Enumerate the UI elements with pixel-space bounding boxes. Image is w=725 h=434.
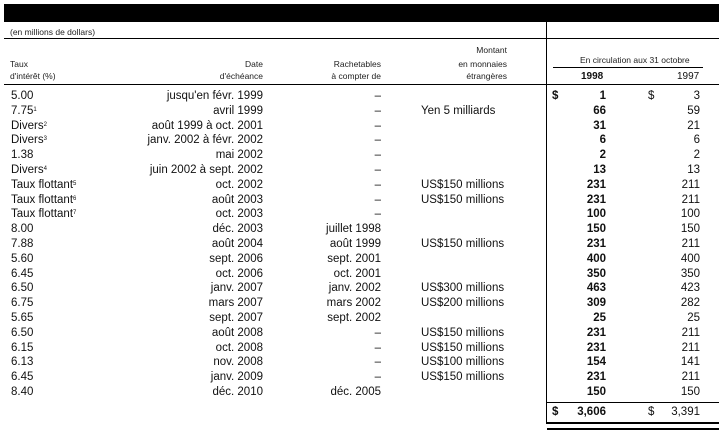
maturity-cell: avril 1999 — [213, 104, 263, 117]
footnote-marker: 2 — [43, 121, 47, 128]
table-row — [0, 267, 725, 282]
rate-text: Divers — [11, 164, 44, 176]
rate-text: 5.60 — [11, 252, 34, 265]
value-1997-cell: 13 — [687, 164, 700, 176]
callable-cell: déc. 2005 — [330, 386, 381, 398]
rate-text: 6.45 — [11, 371, 34, 384]
table-row — [0, 104, 725, 119]
table-row — [0, 281, 725, 296]
maturity-cell: janv. 2009 — [210, 371, 263, 384]
table-row — [0, 370, 725, 385]
rate-text: 6.50 — [11, 326, 34, 339]
value-1998-cell: 231 — [586, 341, 606, 354]
dollar-sign-1997: $ — [648, 90, 655, 102]
maturity-cell: juin 2002 à sept. 2002 — [149, 164, 263, 176]
foreign-amount-cell: US$150 millions — [421, 178, 505, 191]
table-row — [0, 119, 725, 134]
rate-cell — [11, 193, 76, 207]
rate-text: Divers — [11, 119, 44, 132]
callable-cell: – — [374, 119, 381, 132]
callable-cell: – — [374, 178, 381, 191]
rate-text: 6.45 — [11, 267, 34, 280]
dollar-sign-1998: $ — [552, 90, 559, 102]
maturity-cell: janv. 2002 à févr. 2002 — [147, 134, 263, 147]
rate-cell — [11, 237, 33, 251]
total-double-rule-2 — [547, 428, 719, 430]
maturity-cell: mars 2007 — [208, 297, 263, 310]
header-rule-bottom-right — [547, 84, 719, 85]
header-maturity-2: d'échéance — [219, 71, 263, 81]
rate-text: 6.13 — [11, 356, 34, 369]
value-1997-cell: 3 — [693, 90, 700, 102]
header-callable-2: à compter de — [331, 71, 381, 81]
table-row — [0, 89, 725, 104]
rate-text: 1.38 — [11, 149, 34, 162]
header-rule-right-top — [547, 38, 719, 39]
rate-cell — [11, 267, 33, 281]
value-1997-cell: 59 — [687, 104, 700, 117]
callable-cell: – — [374, 208, 381, 221]
maturity-cell: sept. 2007 — [209, 312, 263, 324]
header-year-1998: 1998 — [581, 71, 604, 82]
value-1998-cell: 231 — [586, 178, 606, 191]
value-1998-cell: 25 — [593, 312, 606, 324]
value-1997-cell: 282 — [680, 297, 700, 310]
table-row — [0, 311, 725, 326]
rate-text: 5.65 — [11, 312, 34, 324]
value-1998-cell: 66 — [593, 104, 606, 117]
value-1998-cell: 1 — [599, 90, 606, 102]
rate-cell — [11, 119, 47, 133]
value-1998-cell: 463 — [586, 282, 606, 295]
callable-cell: – — [374, 341, 381, 354]
value-1997-cell: 211 — [681, 178, 700, 191]
value-1998-cell: 100 — [586, 208, 606, 221]
foreign-amount-cell: US$150 millions — [421, 371, 505, 384]
rate-text: 8.40 — [11, 386, 34, 398]
outstanding-rule — [553, 67, 703, 68]
maturity-cell: sept. 2006 — [209, 252, 263, 265]
callable-cell: – — [374, 104, 381, 117]
table-row — [0, 163, 725, 178]
value-1998-cell: 231 — [586, 326, 606, 339]
footnote-marker: 1 — [33, 106, 37, 113]
rate-cell — [11, 385, 33, 399]
rate-text: 7.88 — [11, 238, 34, 250]
footnote-marker: 4 — [43, 166, 47, 172]
value-1997-cell: 350 — [680, 267, 700, 280]
rate-text: 5.00 — [11, 90, 34, 102]
rate-text: 8.00 — [11, 223, 34, 236]
value-1998-cell: 309 — [586, 297, 606, 310]
value-1997-cell: 141 — [680, 356, 700, 369]
foreign-amount-cell: US$150 millions — [421, 341, 505, 354]
value-1997-cell: 2 — [693, 149, 700, 162]
value-1997-cell: 100 — [680, 208, 700, 221]
rate-cell — [11, 133, 47, 147]
maturity-cell: août 1999 à oct. 2001 — [151, 119, 263, 132]
value-1997-cell: 400 — [680, 252, 700, 265]
rate-cell — [11, 163, 47, 177]
rate-cell — [11, 370, 33, 384]
rate-cell — [11, 252, 33, 266]
maturity-cell: oct. 2008 — [215, 341, 263, 354]
value-1997-cell: 211 — [681, 238, 700, 250]
table-row — [0, 252, 725, 267]
header-rate-1: Taux — [10, 59, 28, 69]
value-1997-cell: 211 — [681, 341, 700, 354]
header-foreign-3: étrangères — [466, 71, 507, 81]
rate-text: Taux flottant — [11, 193, 74, 206]
header-year-1997: 1997 — [677, 71, 700, 82]
foreign-amount-cell: US$150 millions — [421, 326, 505, 339]
value-1997-cell: 423 — [680, 282, 700, 295]
header-rate-2: d'intérêt (%) — [10, 71, 56, 81]
value-1997-cell: 211 — [681, 371, 700, 384]
total-rule-left — [547, 402, 719, 403]
footnote-marker: 5 — [73, 180, 77, 187]
maturity-cell: nov. 2008 — [213, 356, 263, 369]
foreign-amount-cell: US$200 millions — [421, 297, 505, 310]
rate-cell — [11, 281, 33, 295]
callable-cell: – — [374, 134, 381, 147]
rate-cell — [11, 178, 76, 192]
rate-cell — [11, 341, 33, 355]
rate-cell — [11, 311, 33, 325]
callable-cell: – — [374, 149, 381, 162]
header-foreign-1: Montant — [476, 45, 507, 55]
foreign-amount-cell: US$100 millions — [421, 356, 505, 369]
table-row — [0, 178, 725, 193]
value-1997-cell: 211 — [681, 193, 700, 206]
maturity-cell: août 2003 — [211, 193, 263, 206]
footnote-marker: 7 — [73, 210, 77, 217]
rate-cell — [11, 326, 33, 340]
rate-cell — [11, 89, 33, 103]
table-row — [0, 385, 725, 400]
callable-cell: – — [374, 326, 381, 339]
table-row — [0, 237, 725, 252]
value-1998-cell: 350 — [586, 267, 606, 280]
maturity-cell: janv. 2007 — [210, 282, 263, 295]
rate-cell — [11, 222, 33, 236]
value-1997-cell: 6 — [693, 134, 700, 147]
foreign-amount-cell: US$150 millions — [421, 238, 505, 250]
table-row — [0, 326, 725, 341]
rate-text: 6.50 — [11, 282, 34, 295]
callable-cell: – — [374, 164, 381, 176]
title-bar — [4, 4, 719, 22]
maturity-cell: août 2008 — [211, 326, 263, 339]
callable-cell: août 1999 — [329, 238, 381, 250]
rate-cell — [11, 104, 37, 118]
value-1997-cell: 150 — [680, 386, 700, 398]
value-1998-cell: 231 — [586, 371, 606, 384]
table-row — [0, 355, 725, 370]
table-row — [0, 148, 725, 163]
footnote-marker: 6 — [73, 195, 77, 202]
callable-cell: – — [374, 356, 381, 369]
total-dollar-1998: $ — [552, 406, 559, 418]
value-1998-cell: 13 — [593, 164, 606, 176]
value-1997-cell: 25 — [687, 312, 700, 324]
table-row — [0, 133, 725, 148]
table-row — [0, 193, 725, 208]
header-callable-1: Rachetables — [333, 59, 381, 69]
value-1997-cell: 150 — [680, 223, 700, 236]
rate-cell — [11, 355, 33, 369]
value-1998-cell: 2 — [599, 149, 606, 162]
value-1998-cell: 150 — [586, 223, 606, 236]
callable-cell: – — [374, 371, 381, 384]
callable-cell: mars 2002 — [326, 297, 381, 310]
rate-text: Taux flottant — [11, 208, 74, 221]
maturity-cell: jusqu'en févr. 1999 — [166, 90, 263, 102]
maturity-cell: déc. 2003 — [212, 223, 263, 236]
maturity-cell: oct. 2002 — [215, 178, 263, 191]
rate-text: 7.75 — [11, 104, 34, 117]
total-double-rule-1 — [547, 422, 719, 424]
foreign-amount-cell: US$300 millions — [421, 282, 505, 295]
maturity-cell: mai 2002 — [215, 149, 263, 162]
callable-cell: janv. 2002 — [328, 282, 381, 295]
total-value-1998: 3,606 — [577, 406, 606, 418]
callable-cell: sept. 2001 — [327, 252, 381, 265]
rate-text: 6.75 — [11, 297, 34, 310]
rate-cell — [11, 148, 33, 162]
value-1997-cell: 211 — [681, 326, 700, 339]
rate-cell — [11, 296, 33, 310]
maturity-cell: août 2004 — [211, 238, 263, 250]
table-row — [0, 341, 725, 356]
foreign-amount-cell: Yen 5 milliards — [421, 104, 496, 117]
units-label: (en millions de dollars) — [10, 27, 96, 37]
maturity-cell: déc. 2010 — [212, 386, 263, 398]
header-foreign-2: en monnaies — [458, 59, 507, 69]
callable-cell: sept. 2002 — [327, 312, 381, 324]
callable-cell: – — [374, 193, 381, 206]
value-1997-cell: 21 — [687, 119, 700, 132]
rate-text: 6.15 — [11, 341, 34, 354]
table-row — [0, 207, 725, 222]
maturity-cell: oct. 2003 — [215, 208, 263, 221]
footnote-marker: 3 — [43, 136, 47, 143]
rate-cell — [11, 207, 76, 221]
total-value-1997: 3,391 — [671, 406, 700, 418]
total-dollar-1997: $ — [648, 406, 655, 418]
header-rule-left-top — [4, 38, 546, 39]
foreign-amount-cell: US$150 millions — [421, 193, 505, 206]
rate-text: Divers — [11, 134, 44, 147]
value-1998-cell: 231 — [586, 193, 606, 206]
callable-cell: oct. 2001 — [333, 267, 381, 280]
table-row — [0, 296, 725, 311]
maturity-cell: oct. 2006 — [215, 267, 263, 280]
rate-text: Taux flottant — [11, 178, 74, 191]
value-1998-cell: 400 — [586, 252, 606, 265]
value-1998-cell: 154 — [586, 356, 606, 369]
value-1998-cell: 231 — [586, 238, 606, 250]
header-outstanding: En circulation aux 31 octobre — [580, 55, 690, 65]
value-1998-cell: 150 — [586, 386, 606, 398]
value-1998-cell: 6 — [599, 134, 606, 147]
header-maturity-1: Date — [245, 59, 263, 69]
total-row — [0, 405, 725, 420]
header-rule-bottom-left — [4, 84, 546, 85]
callable-cell: – — [374, 90, 381, 102]
callable-cell: juillet 1998 — [326, 223, 381, 236]
value-1998-cell: 31 — [593, 119, 606, 132]
table-row — [0, 222, 725, 237]
